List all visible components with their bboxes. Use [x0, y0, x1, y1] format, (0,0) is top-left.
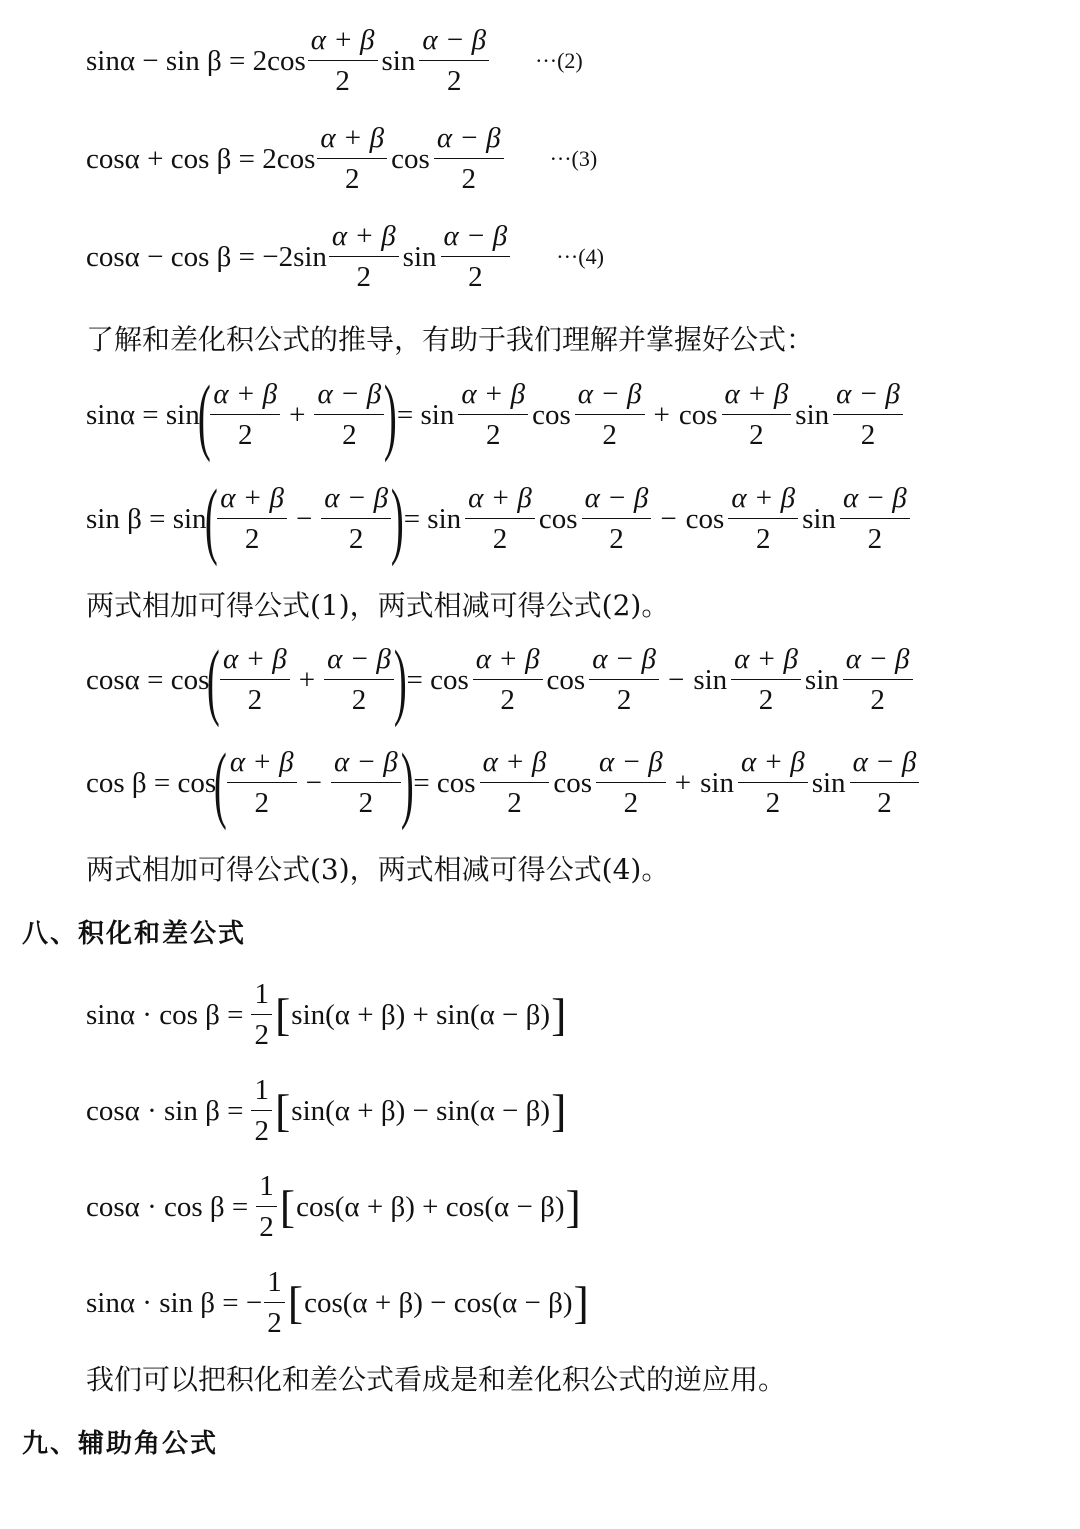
left-paren: (: [204, 470, 218, 567]
fraction-half: $\frac{1}{2}$: [256, 1172, 277, 1242]
derivation-cos-alpha: [86, 631, 915, 728]
fraction: α + β 2: [227, 748, 297, 818]
fraction: α + β 2: [480, 748, 550, 818]
left-bracket: [: [279, 1181, 296, 1232]
function-name: sin: [700, 766, 734, 799]
derivation-cos-beta: [86, 734, 921, 831]
operator: −: [295, 502, 313, 535]
operator: +: [298, 663, 316, 696]
fraction-half: $\frac{1}{2}$: [264, 1268, 285, 1338]
operator: −: [660, 502, 677, 535]
formula-2: [86, 26, 583, 96]
operator: −: [667, 663, 685, 696]
left-bracket: [: [287, 1277, 304, 1328]
fraction: $\frac{\alpha - \beta}{2}$: [331, 748, 401, 818]
left-bracket: [: [274, 989, 291, 1040]
formula-4: [86, 222, 604, 292]
fraction: α + β 2: [220, 645, 290, 715]
bracket-body: cos(α + β) − cos(α − β): [304, 1286, 573, 1319]
function-name: sin: [795, 398, 830, 431]
left-paren: (: [197, 366, 211, 463]
function-name: = sin: [403, 502, 462, 535]
formula-lhs: cosα · cos β =: [86, 1190, 249, 1223]
function-name: cos: [685, 502, 725, 535]
fraction: α + β 2: [473, 645, 543, 715]
function-name: sin: [811, 766, 846, 799]
operator: +: [653, 398, 670, 431]
fraction-half: $\frac{1}{2}$: [251, 1076, 272, 1146]
fraction: α + β 2: [728, 484, 798, 554]
formula-lhs: cosα + cos β = 2cos: [86, 142, 316, 175]
fraction: α + β 2: [465, 484, 535, 554]
function-name: cos: [391, 142, 430, 175]
fraction: α + β 2: [308, 26, 378, 96]
fraction: α + β 2: [329, 222, 399, 292]
fraction: α + β 2: [210, 380, 280, 450]
function-name: sin: [693, 663, 728, 696]
fraction: α + β 2: [458, 380, 528, 450]
derivation-sin-alpha: [86, 366, 905, 463]
fraction-half: $\frac{1}{2}$: [251, 980, 272, 1050]
formula-lhs: sinα · sin β = −: [86, 1286, 263, 1319]
right-bracket: ]: [573, 1277, 589, 1328]
function-name: cos: [538, 502, 578, 535]
formula-3: [86, 124, 597, 194]
fraction: α − β 2: [833, 380, 903, 450]
cos-result-note: 两式相加可得公式(3)，两式相减可得公式(4)。: [86, 853, 670, 886]
fraction: α − β 2: [419, 26, 489, 96]
derivation-intro: 了解和差化积公式的推导，有助于我们理解并掌握好公式：: [86, 323, 815, 356]
product-to-sum-2: [86, 1076, 567, 1146]
fraction: $\frac{\alpha - \beta}{2}$: [314, 380, 384, 450]
derivation-sin-beta: [86, 470, 912, 567]
operator: +: [289, 398, 306, 431]
fraction: α − β 2: [843, 645, 913, 715]
function-name: cos: [553, 766, 593, 799]
inverse-note: 我们可以把积化和差公式看成是和差化积公式的逆应用。: [86, 1363, 787, 1396]
formula-tag: ···(3): [549, 146, 598, 171]
formula-lhs: cos β = cos: [86, 766, 217, 799]
fraction: $\frac{\alpha - \beta}{2}$: [324, 645, 394, 715]
left-paren: (: [207, 631, 221, 728]
function-name: sin: [402, 240, 437, 273]
formula-tag: ···(2): [535, 48, 583, 73]
section-heading-9: 九、辅助角公式: [22, 1429, 219, 1459]
right-paren: ): [384, 366, 397, 463]
fraction: α − β 2: [434, 124, 504, 194]
function-name: sin: [802, 502, 836, 535]
formula-lhs: cosα · sin β =: [86, 1094, 244, 1127]
fraction: α − β 2: [575, 380, 645, 450]
fraction: α − β 2: [582, 484, 652, 554]
right-paren: ): [393, 631, 407, 728]
function-name: = cos: [413, 766, 476, 799]
fraction: α − β 2: [589, 645, 659, 715]
formula-lhs: sinα · cos β =: [86, 998, 244, 1031]
left-bracket: [: [274, 1085, 291, 1136]
function-name: = sin: [396, 398, 455, 431]
section-heading-8: 八、积化和差公式: [22, 919, 247, 949]
formula-tag: ···(4): [556, 244, 604, 269]
product-to-sum-3: [86, 1172, 582, 1242]
function-name: sin: [804, 663, 839, 696]
product-to-sum-4: [86, 1268, 590, 1338]
formula-lhs: sin β = sin: [86, 502, 207, 535]
fraction: α − β 2: [850, 748, 920, 818]
fraction: α + β 2: [217, 484, 287, 554]
right-paren: ): [400, 734, 414, 831]
product-to-sum-1: [86, 980, 567, 1050]
fraction: $\frac{\alpha - \beta}{2}$: [321, 484, 391, 554]
fraction: α − β 2: [441, 222, 511, 292]
bracket-body: cos(α + β) + cos(α − β): [296, 1190, 565, 1223]
operator: −: [305, 766, 322, 799]
bracket-body: sin(α + β) + sin(α − β): [291, 998, 551, 1031]
function-name: cos: [546, 663, 586, 696]
fraction: α + β 2: [317, 124, 387, 194]
right-bracket: ]: [551, 1085, 567, 1136]
bracket-body: sin(α + β) − sin(α − β): [291, 1094, 551, 1127]
fraction: α − β 2: [840, 484, 910, 554]
fraction: α + β 2: [738, 748, 808, 818]
formula-lhs: sinα − sin β = 2cos: [86, 44, 306, 77]
formula-lhs: sinα = sin: [86, 398, 200, 431]
function-name: = cos: [406, 663, 469, 696]
formula-lhs: cosα = cos: [86, 663, 210, 696]
fraction: α − β 2: [596, 748, 666, 818]
fraction: α + β 2: [722, 380, 792, 450]
fraction: α + β 2: [731, 645, 801, 715]
function-name: cos: [678, 398, 718, 431]
sin-result-note: 两式相加可得公式(1)，两式相减可得公式(2)。: [86, 589, 670, 622]
function-name: sin: [381, 44, 416, 77]
right-bracket: ]: [551, 989, 567, 1040]
operator: +: [674, 766, 692, 799]
formula-lhs: cosα − cos β = −2sin: [86, 240, 327, 273]
right-paren: ): [390, 470, 404, 567]
left-paren: (: [214, 734, 227, 831]
right-bracket: ]: [565, 1181, 581, 1232]
function-name: cos: [532, 398, 571, 431]
